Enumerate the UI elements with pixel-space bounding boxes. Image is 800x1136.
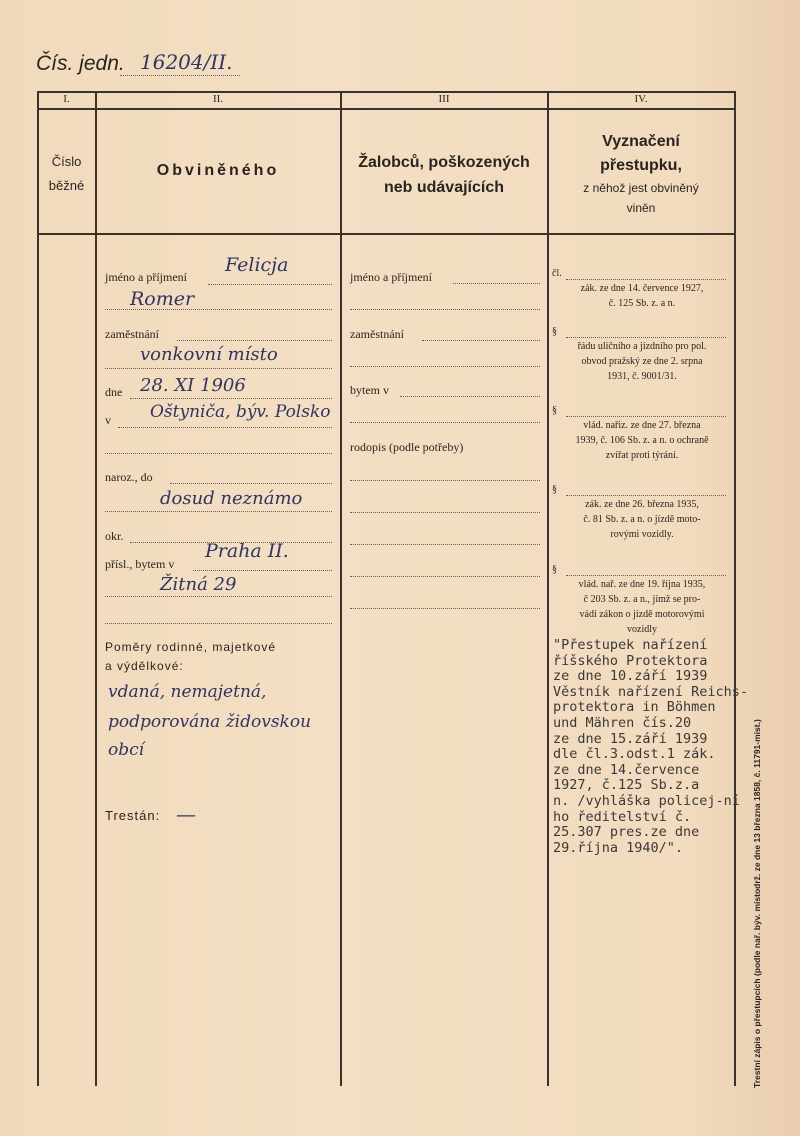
typed-line: Věstník nařízení Reichs- <box>553 683 749 700</box>
column-4-subtitle-line1: z něhož jest obviněný <box>583 181 699 195</box>
column-2-header: Obviněného <box>156 162 280 179</box>
accused-job-label: zaměstnání <box>105 327 159 341</box>
accused-family-line1: vdaná, nemajetná, <box>108 682 267 702</box>
accused-family-label-line2: a výdělkové: <box>105 659 184 673</box>
typed-line: und Mähren čís.20 <box>553 714 692 731</box>
header-number-divider <box>37 108 736 110</box>
accused-first-name: Felicja <box>225 254 289 276</box>
table-left-border <box>37 91 39 1086</box>
offense-5-line1: vlád. nař. ze dne 19. října 1935, <box>578 579 706 590</box>
typed-line: 29.října 1940/". <box>553 839 684 856</box>
column-1-header <box>38 150 95 198</box>
accused-birth-date: 28. XI 1906 <box>140 375 246 396</box>
offense-3-head: § <box>552 405 557 416</box>
complainant-residence-label: bytem v <box>350 383 389 397</box>
accused-job-line-2 <box>105 368 332 369</box>
offense-4-line2: č. 81 Sb. z. a n. o jízdě moto- <box>583 514 701 525</box>
complainant-job-line <box>422 340 540 341</box>
complainant-name-label: jméno a příjmení <box>350 270 432 284</box>
accused-job: vonkovní místo <box>140 344 278 365</box>
column-divider-1 <box>95 91 97 1086</box>
accused-date-label: dne <box>105 385 123 399</box>
column-divider-2 <box>340 91 342 1086</box>
offense-2-rule <box>566 337 726 338</box>
complainant-line-e <box>350 608 540 609</box>
typed-line: ze dne 14.července <box>553 761 700 778</box>
typed-line: protektora in Böhmen <box>553 699 716 716</box>
accused-record-value: — <box>176 802 196 826</box>
column-2-number: II. <box>212 93 224 105</box>
offense-block-2 <box>552 324 732 384</box>
accused-residence-line-2 <box>105 596 332 597</box>
offense-3-line3: zvířat proti týrání. <box>605 450 679 461</box>
reference-underline <box>120 75 240 76</box>
accused-district-label: okr. <box>105 529 124 543</box>
accused-place-line <box>118 427 332 428</box>
accused-place-label: v <box>105 413 111 427</box>
column-4-subtitle-line2: viněn <box>626 201 656 215</box>
offense-3-line1: vlád. nařiz. ze dne 27. března <box>583 420 701 431</box>
accused-job-line-1 <box>177 340 332 341</box>
offense-4-head: § <box>552 484 557 495</box>
accused-surname-line <box>105 309 332 310</box>
reference-number: 16204/II. <box>140 50 233 74</box>
accused-name-label: jméno a příjmení <box>105 270 187 284</box>
complainant-job-label: zaměstnání <box>350 327 404 341</box>
offense-1-line2: č. 125 Sb. z. a n. <box>608 298 676 309</box>
offense-5-line2: č 203 Sb. z. a n., jímž se pro- <box>583 594 701 605</box>
complainant-line-d <box>350 576 540 577</box>
offense-block-3 <box>552 403 732 463</box>
accused-born-value: dosud neznámo <box>160 488 303 509</box>
offense-5-head: § <box>552 564 557 575</box>
offense-4-rule <box>566 495 726 496</box>
accused-date-line <box>130 398 332 399</box>
offense-2-head: § <box>552 326 557 337</box>
complainant-name-line <box>453 283 540 284</box>
accused-residence-line-3 <box>105 623 332 624</box>
accused-born-line-1 <box>170 483 332 484</box>
offense-2-line1: řádu uličního a jízdního pro pol. <box>577 341 707 352</box>
typed-line: říšského Protektora <box>553 652 708 669</box>
offense-3-line2: 1939, č. 106 Sb. z. a n. o ochraně <box>575 435 709 446</box>
typed-line: 25.307 pres.ze dne <box>553 824 700 841</box>
offense-1-line1: zák. ze dne 14. července 1927, <box>580 283 704 294</box>
offense-5-line3: vádí zákon o jízdě motorovými <box>579 609 705 620</box>
offense-1-rule <box>566 279 726 280</box>
column-3-title-line1: Žalobců, poškozených <box>358 154 530 171</box>
column-3-number: III <box>438 93 450 105</box>
typed-line: ze dne 15.září 1939 <box>553 730 708 747</box>
offense-2-line3: 1931, č. 9001/31. <box>607 371 677 382</box>
typed-line: dle čl.3.odst.1 zák. <box>553 746 716 763</box>
column-4-title-line1: Vyznačení <box>602 133 680 150</box>
typed-line: ze dne 10.září 1939 <box>553 668 708 685</box>
accused-surname: Romer <box>130 288 195 310</box>
side-note: Trestní zápis o přestupcích (podle nař. býv. místodrž. ze dne 13 března 1858, č. 11791-mist.) <box>752 719 762 1088</box>
accused-residence-street: Žitná 29 <box>160 574 237 595</box>
column-3-header <box>341 150 547 200</box>
typed-line: 1927, č.125 Sb.z.a <box>553 777 700 794</box>
column-3-title-line2: neb udávajících <box>383 179 505 196</box>
column-4-header <box>548 130 734 218</box>
accused-name-line <box>208 284 332 285</box>
typed-line: "Přestupek nařízení <box>553 637 708 653</box>
offense-4-line3: rovými vozidly. <box>610 529 674 540</box>
typed-line: ho ředitelství č. <box>553 808 692 825</box>
accused-record-label: Trestán: <box>105 808 161 823</box>
complainant-origin-label: rodopis (podle potřeby) <box>350 440 464 454</box>
offense-3-rule <box>566 416 726 417</box>
complainant-line-a <box>350 480 540 481</box>
offense-block-5 <box>552 562 732 637</box>
header-bottom-border <box>37 233 736 235</box>
complainant-job-line-2 <box>350 366 540 367</box>
accused-born-line-2 <box>105 511 332 512</box>
complainant-residence-line <box>400 396 540 397</box>
complainant-line-c <box>350 544 540 545</box>
accused-family-line3: obcí <box>108 740 145 760</box>
offense-block-4 <box>552 482 732 542</box>
offense-block-1 <box>552 266 732 311</box>
column-1-title-line1: Číslo <box>51 154 82 169</box>
complainant-name-line-2 <box>350 309 540 310</box>
offense-1-head: čl. <box>552 268 562 279</box>
offense-4-line1: zák. ze dne 26. března 1935, <box>585 499 699 510</box>
accused-family-line2: podporována židovskou <box>108 712 312 732</box>
offense-5-rule <box>566 575 726 576</box>
accused-place-line-2 <box>105 453 332 454</box>
accused-born-label: naroz., do <box>105 470 153 484</box>
accused-family-label <box>105 638 276 676</box>
accused-residence-line <box>193 570 332 571</box>
offense-5-line4: vozidly <box>627 624 657 635</box>
accused-residence-label: přísl., bytem v <box>105 557 175 571</box>
accused-residence-city: Praha II. <box>205 540 289 562</box>
accused-family-label-line1: Poměry rodinné, majetkové <box>105 640 277 654</box>
offense-2-line2: obvod pražský ze dne 2. srpna <box>581 356 703 367</box>
complainant-line-b <box>350 512 540 513</box>
column-4-title-line2: přestupku, <box>600 157 682 174</box>
column-1-title-line2: běžné <box>48 178 85 193</box>
column-4-number: IV. <box>634 93 648 105</box>
typed-line: n. /vyhláška policej-ní <box>553 792 740 809</box>
table-right-border <box>734 91 736 1086</box>
accused-birth-place: Oštyniča, býv. Polsko <box>150 402 331 422</box>
reference-label: Čís. jedn. <box>36 52 125 75</box>
complainant-residence-line-2 <box>350 422 540 423</box>
column-divider-3 <box>547 91 549 1086</box>
column-1-number: I. <box>63 93 70 105</box>
